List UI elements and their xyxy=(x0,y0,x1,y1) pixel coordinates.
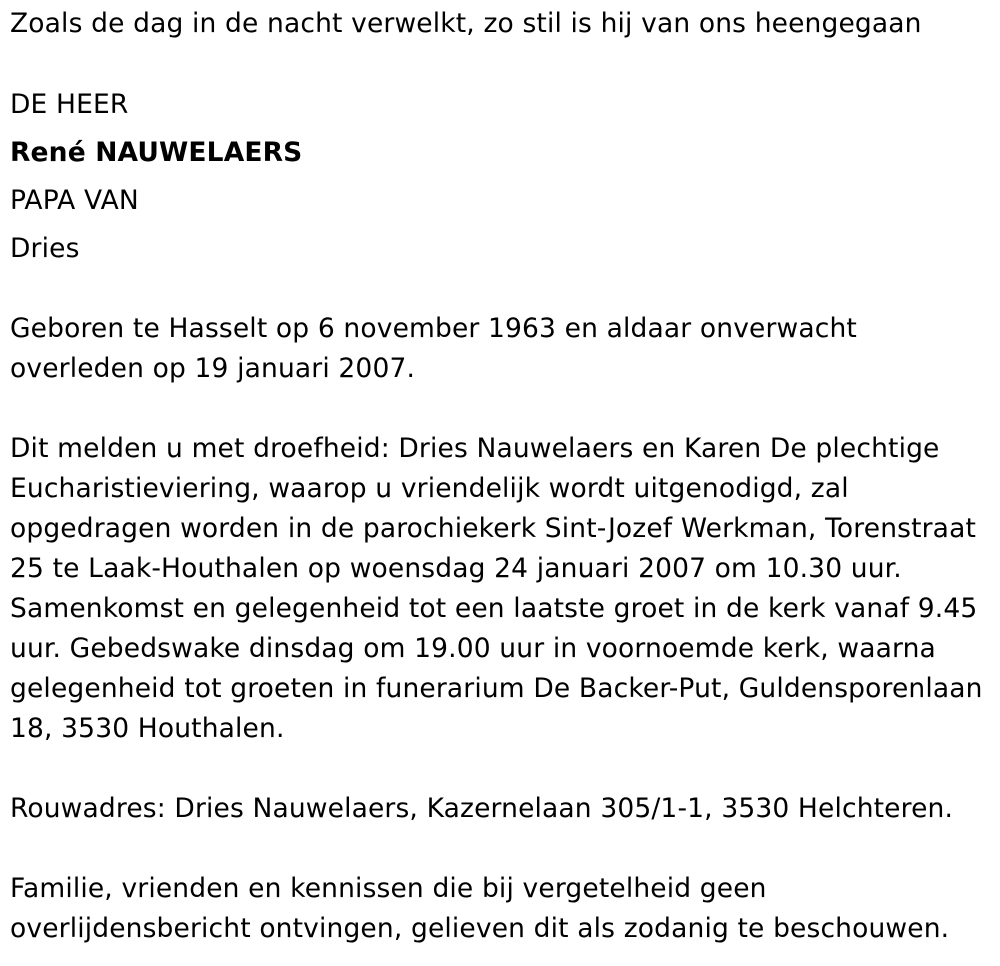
announcement-line-6: uur. Gebedswake dinsdag om 19.00 uur in voornoemde kerk, waarna xyxy=(10,633,936,664)
announcement-line-1: Dit melden u met droefheid: Dries Nauwelaers en Karen De plechtige xyxy=(10,433,940,464)
announcement-line-2: Eucharistieviering, waarop u vriendelijk wordt uitgenodigd, zal xyxy=(10,473,849,504)
deceased-name: René NAUWELAERS xyxy=(10,137,303,168)
relation-name: Dries xyxy=(10,233,80,264)
obituary-notice xyxy=(10,0,995,966)
announcement-line-4: 25 te Laak-Houthalen op woensdag 24 januari 2007 om 10.30 uur. xyxy=(10,553,902,584)
birth-line-1: Geboren te Hasselt op 6 november 1963 en aldaar onverwacht xyxy=(10,313,857,344)
relation-label: PAPA VAN xyxy=(10,185,139,216)
closing-line-1: Familie, vrienden en kennissen die bij vergetelheid geen xyxy=(10,873,767,904)
title-text: DE HEER xyxy=(10,89,129,120)
birth-line-2: overleden op 19 januari 2007. xyxy=(10,353,416,384)
closing-line-2: overlijdensbericht ontvingen, gelieven dit als zodanig te beschouwen. xyxy=(10,913,950,944)
announcement-line-7: gelegenheid tot groeten in funerarium De Backer-Put, Guldensporenlaan xyxy=(10,673,983,704)
address-line: Rouwadres: Dries Nauwelaers, Kazernelaan 305/1-1, 3530 Helchteren. xyxy=(10,793,954,824)
announcement-line-5: Samenkomst en gelegenheid tot een laatste groet in de kerk vanaf 9.45 xyxy=(10,593,978,624)
announcement-line-8: 18, 3530 Houthalen. xyxy=(10,713,285,744)
announcement-line-3: opgedragen worden in de parochiekerk Sint-Jozef Werkman, Torenstraat xyxy=(10,513,976,544)
motto-text: Zoals de dag in de nacht verwelkt, zo stil is hij van ons heengegaan xyxy=(10,8,922,39)
